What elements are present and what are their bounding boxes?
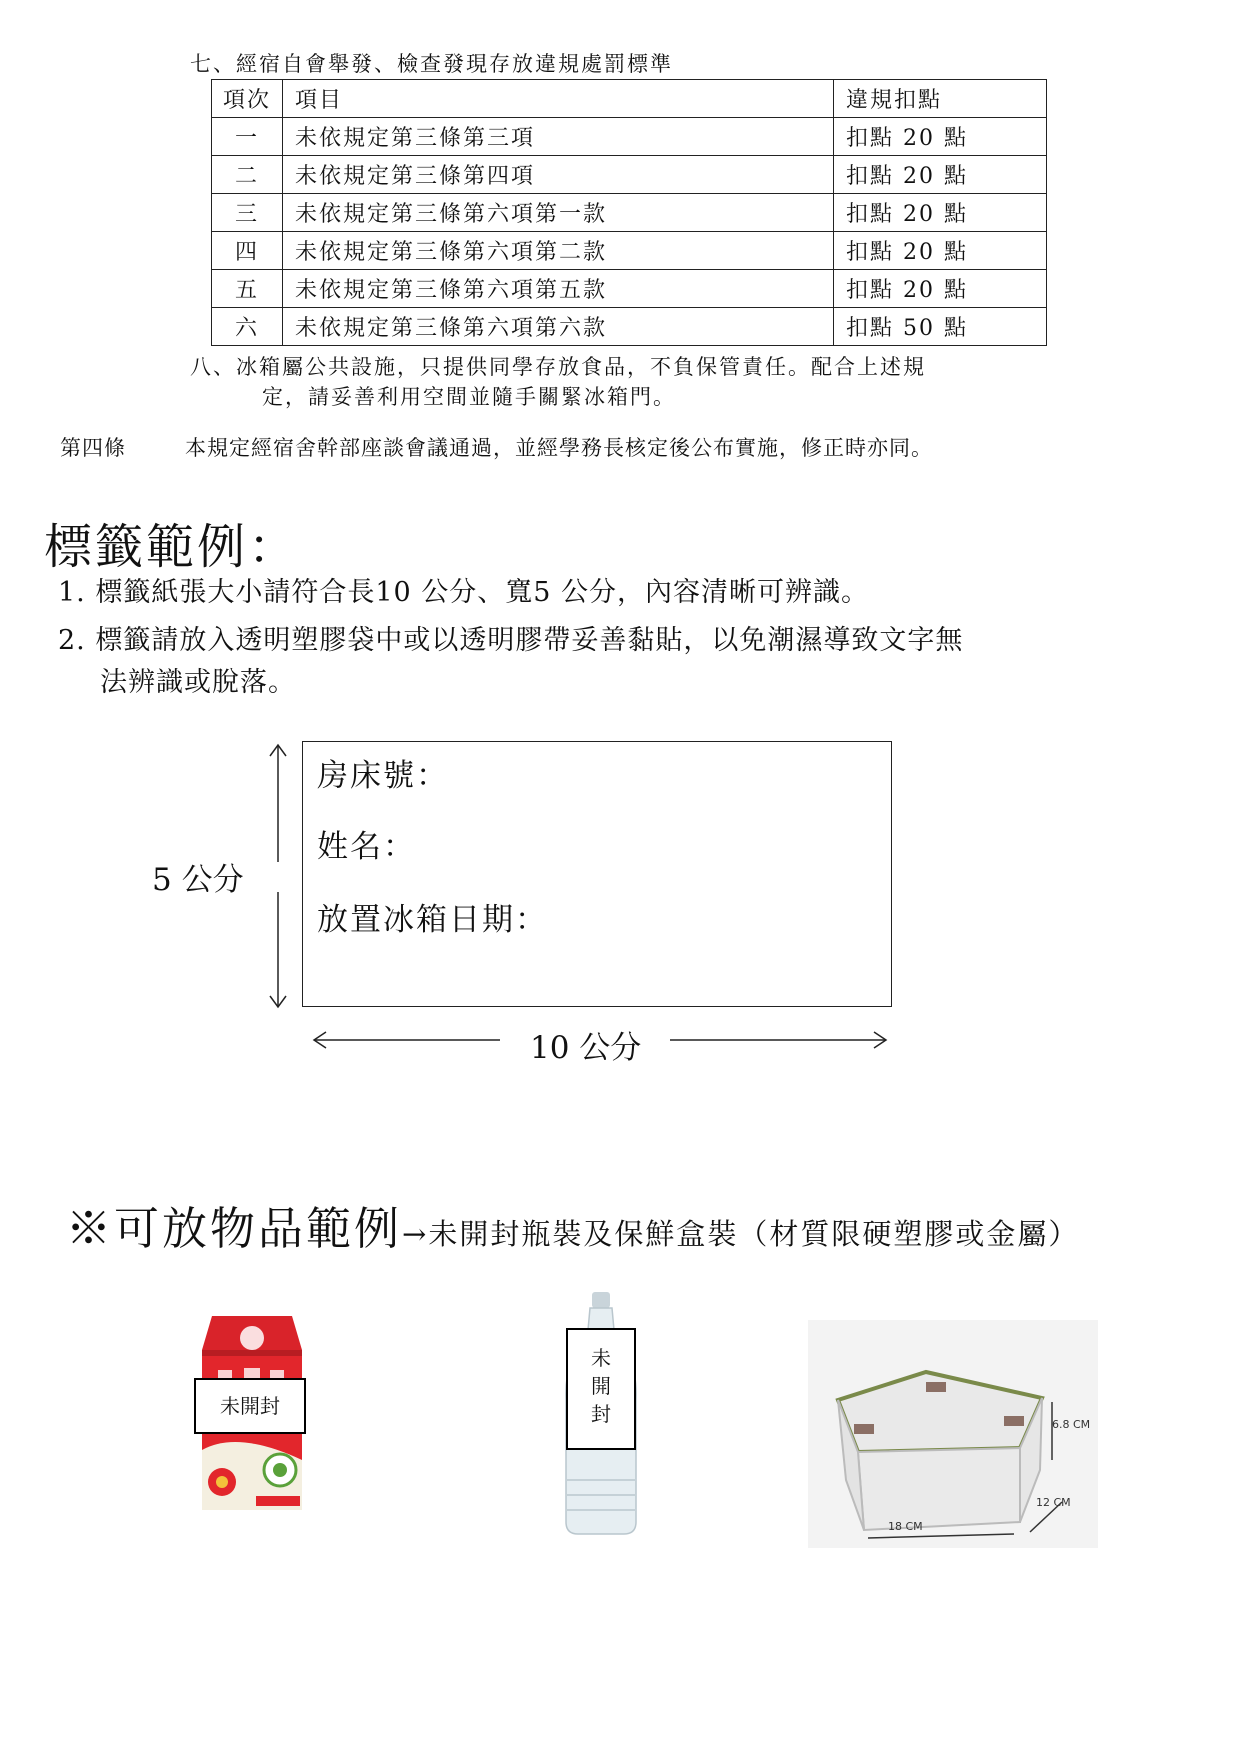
penalty-table-header <box>212 80 1047 118</box>
field-date: 放置冰箱日期： <box>317 902 548 938</box>
allowed-items-heading <box>66 1192 1079 1257</box>
table-row <box>212 118 1047 156</box>
row-item: 未依規定第三條第六項第六款 <box>283 308 834 346</box>
article4-text: 本規定經宿舍幹部座談會議通過，並經學務長核定後公布實施，修正時亦同。 <box>185 436 933 460</box>
storage-box-image <box>808 1320 1098 1548</box>
field-name: 姓名： <box>317 829 416 865</box>
row-penalty: 扣點 20 點 <box>834 194 1047 232</box>
height-label: 5 公分 <box>152 862 244 898</box>
water-bottle-image <box>556 1290 646 1540</box>
row-index: 三 <box>212 194 283 232</box>
penalty-table <box>211 79 1047 346</box>
bottle-tag-char: 未 <box>591 1346 611 1370</box>
header-penalty: 違規扣點 <box>834 80 1047 118</box>
article4 <box>60 432 933 462</box>
table-row <box>212 232 1047 270</box>
bottle-tag <box>566 1328 636 1450</box>
row-penalty: 扣點 20 點 <box>834 270 1047 308</box>
header-index: 項次 <box>212 80 283 118</box>
label-example-heading: 標籤範例： <box>44 519 300 575</box>
box-dim-length: 18 CM <box>888 1520 923 1533</box>
allowed-items-title: ※可放物品範例 <box>66 1202 403 1255</box>
box-dim-depth: 12 CM <box>1036 1496 1071 1509</box>
row-penalty: 扣點 20 點 <box>834 156 1047 194</box>
label-rule-2 <box>58 620 963 704</box>
milk-carton-image <box>198 1310 306 1520</box>
height-arrow <box>258 742 298 1012</box>
table-row <box>212 156 1047 194</box>
table-row <box>212 308 1047 346</box>
row-penalty: 扣點 20 點 <box>834 232 1047 270</box>
label-rule-1: 1. 標籤紙張大小請符合長10 公分、寬5 公分，內容清晰可辨識。 <box>58 577 870 608</box>
table-row <box>212 194 1047 232</box>
label-rule-2-line1: 2. 標籤請放入透明塑膠袋中或以透明膠帶妥善黏貼，以免潮濕導致文字無 <box>58 625 964 656</box>
section8-line2: 定，請妥善利用空間並隨手關緊冰箱門。 <box>262 385 676 409</box>
row-item: 未依規定第三條第六項第一款 <box>283 194 834 232</box>
table-row <box>212 270 1047 308</box>
allowed-items-subtitle: →未開封瓶裝及保鮮盒裝（材質限硬塑膠或金屬） <box>402 1217 1080 1251</box>
width-label: 10 公分 <box>530 1030 642 1066</box>
row-penalty: 扣點 50 點 <box>834 308 1047 346</box>
milk-tag: 未開封 <box>194 1378 306 1434</box>
row-index: 二 <box>212 156 283 194</box>
article4-label: 第四條 <box>60 436 126 460</box>
field-room-bed: 房床號： <box>317 758 449 794</box>
row-penalty: 扣點 20 點 <box>834 118 1047 156</box>
section8-line1: 八、冰箱屬公共設施，只提供同學存放食品，不負保管責任。配合上述規 <box>190 355 926 379</box>
row-index: 四 <box>212 232 283 270</box>
row-item: 未依規定第三條第六項第五款 <box>283 270 834 308</box>
header-item: 項目 <box>283 80 834 118</box>
section7-title: 七、經宿自會舉發、檢查發現存放違規處罰標準 <box>190 52 673 76</box>
storage-box-icon <box>808 1320 1098 1548</box>
label-sample-box <box>302 741 892 1007</box>
row-index: 一 <box>212 118 283 156</box>
box-dim-height: 6.8 CM <box>1052 1418 1091 1431</box>
row-index: 五 <box>212 270 283 308</box>
bottle-tag-char: 封 <box>591 1402 611 1426</box>
row-item: 未依規定第三條第三項 <box>283 118 834 156</box>
bottle-tag-char: 開 <box>591 1374 611 1398</box>
label-rule-2-line2: 法辨識或脫落。 <box>100 667 296 698</box>
section8-text <box>190 352 1070 412</box>
row-item: 未依規定第三條第四項 <box>283 156 834 194</box>
row-item: 未依規定第三條第六項第二款 <box>283 232 834 270</box>
row-index: 六 <box>212 308 283 346</box>
